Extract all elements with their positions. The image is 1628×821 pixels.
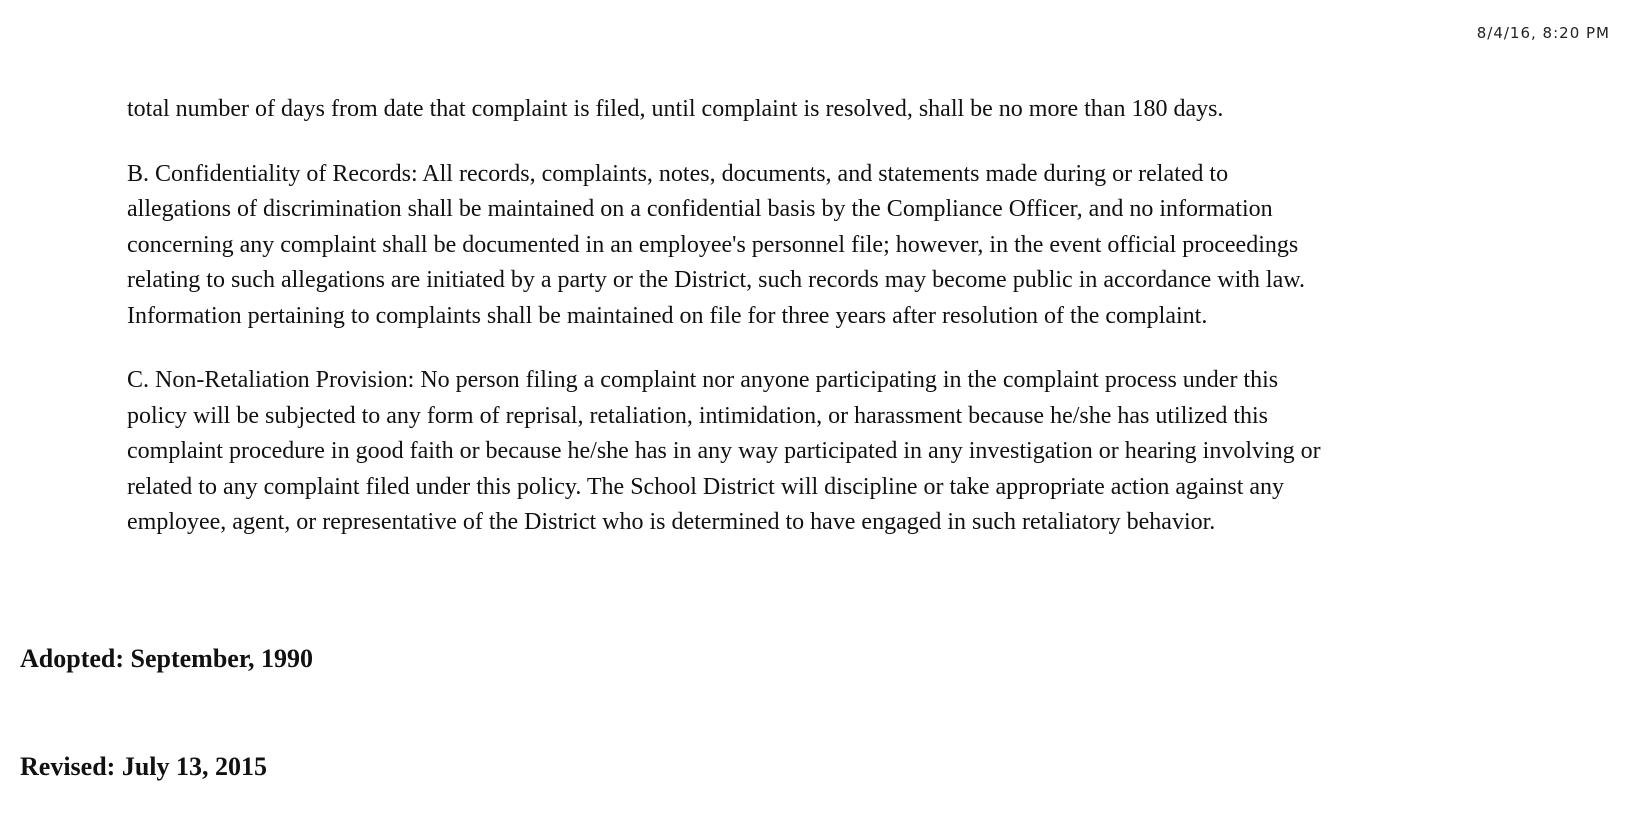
document-body [127,92,1597,541]
text-line: C. Non-Retaliation Provision: No person filing a complaint nor anyone participating in the complaint process under this [127,367,1279,393]
text-line: total number of days from date that complaint is filed, until complaint is resolved, shall be no more than 180 days. [127,96,1224,122]
text-line: allegations of discrimination shall be maintained on a confidential basis by the Compliance Officer, and no information [127,196,1273,222]
text-line: employee, agent, or representative of the District who is determined to have engaged in such retaliatory behavior. [127,509,1216,535]
policy-dates [20,569,313,821]
paragraph-complaint-timeline [127,92,1597,128]
text-line: Information pertaining to complaints shall be maintained on file for three years after resolution of the complaint. [127,302,1208,329]
text-line: concerning any complaint shall be documented in an employee's personnel file; however, in the event official proceedings [127,231,1299,258]
adopted-date: Adopted: September, 1990 [20,644,313,673]
print-timestamp: 8/4/16, 8:20 PM [1476,24,1610,42]
text-line: policy will be subjected to any form of reprisal, retaliation, intimidation, or harassment because he/she has utilized this [127,402,1269,429]
text-line: related to any complaint filed under this policy. The School District will discipline or take appropriate action against any [127,473,1285,500]
paragraph-non-retaliation [127,363,1597,541]
text-line: complaint procedure in good faith or because he/she has in any way participated in any investigation or hearing involving or [127,438,1321,464]
text-line: relating to such allegations are initiated by a party or the District, such records may become public in accordance with law. [127,267,1306,293]
paragraph-confidentiality [127,157,1597,335]
text-line: B. Confidentiality of Records: All records, complaints, notes, documents, and statements made during or related to [127,160,1229,187]
revised-date: Revised: July 13, 2015 [20,752,267,781]
